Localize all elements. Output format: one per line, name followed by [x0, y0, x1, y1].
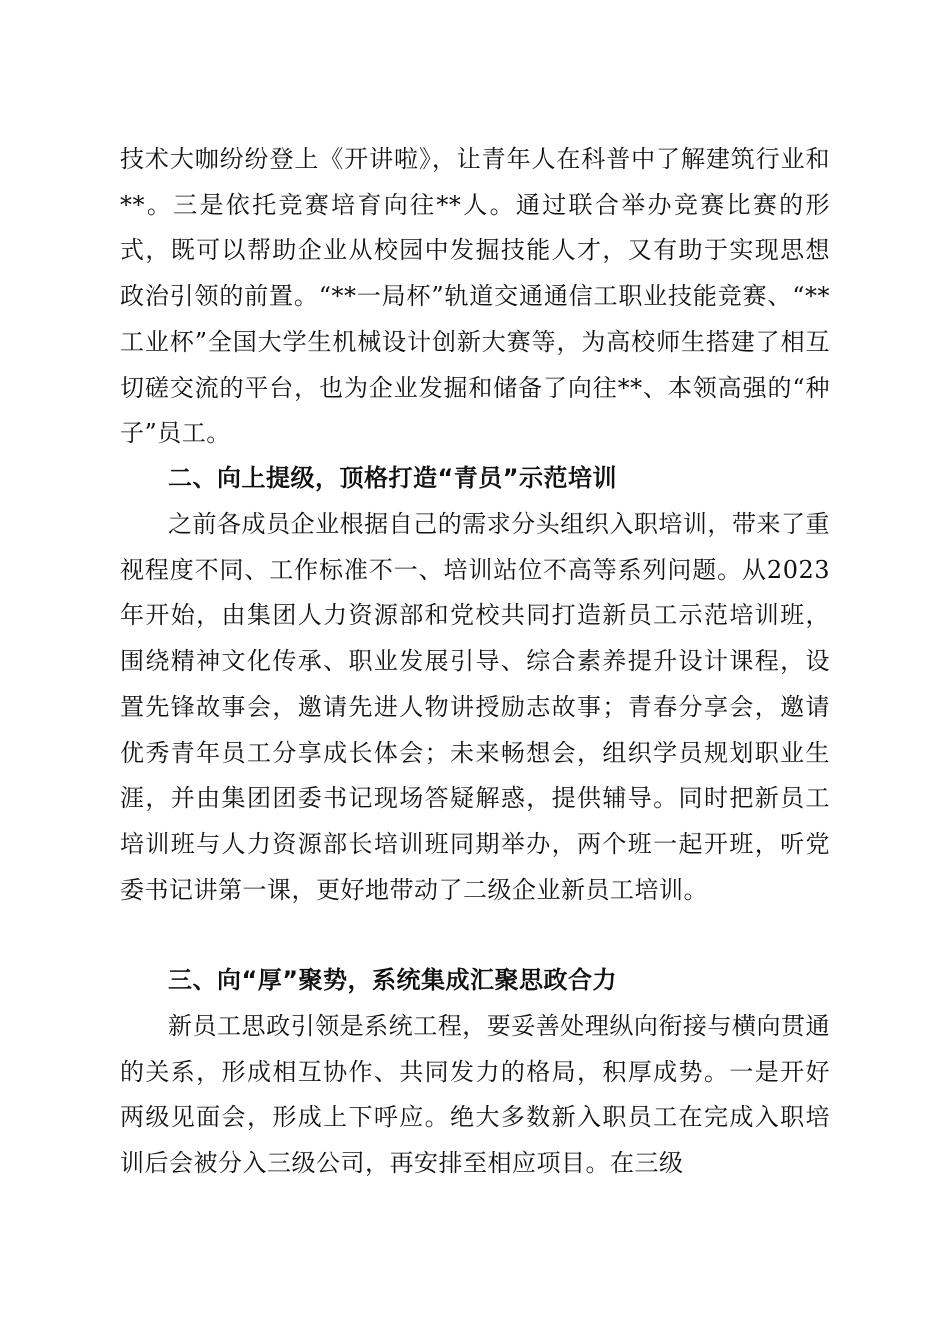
paragraph-section-2: 之前各成员企业根据自己的需求分头组织入职培训，带来了重视程度不同、工作标准不一、培训站位不高等系列问题。从2023年开始，由集团人力资源部和党校共同打造新员工示范培训班，围绕精神文化传承、职业发展引导、综合素养提升设计课程，设置先锋故事会，邀请先进人物讲授励志故事；青春分享会，邀请优秀青年员工分享成长体会；未来畅想会，组织学员规划职业生涯，并由集团团委书记现场答疑解惑，提供辅导。同时把新员工培训班与人力资源部长培训班同期举办，两个班一起开班，听党委书记讲第一课，更好地带动了二级企业新员工培训。 — [120, 510, 830, 904]
paragraph-section-3: 新员工思政引领是系统工程，要妥善处理纵向衔接与横向贯通的关系，形成相互协作、共同发力的格局，积厚成势。一是开好两级见面会，形成上下呼应。绝大多数新入职员工在完成入职培训后会被分入三级公司，再安排至相应项目。在三级 — [120, 1012, 830, 1178]
section-heading-2: 二、向上提级，顶格打造“青员”示范培训 — [168, 464, 618, 492]
section-heading-3: 三、向“厚”聚势，系统集成汇聚思政合力 — [168, 966, 618, 994]
paragraph-continued: 技术大咖纷纷登上《开讲啦》，让青年人在科普中了解建筑行业和**。三是依托竞赛培育向往**人。通过联合举办竞赛比赛的形式，既可以帮助企业从校园中发掘技能人才，又有助于实现思想政治引领的前置。“**一局杯”轨道交通通信工职业技能竞赛、“**工业杯”全国大学生机械设计创新大赛等，为高校师生搭建了相互切磋交流的平台，也为企业发掘和储备了向往**、本领高强的“种子”员工。 — [120, 145, 830, 448]
